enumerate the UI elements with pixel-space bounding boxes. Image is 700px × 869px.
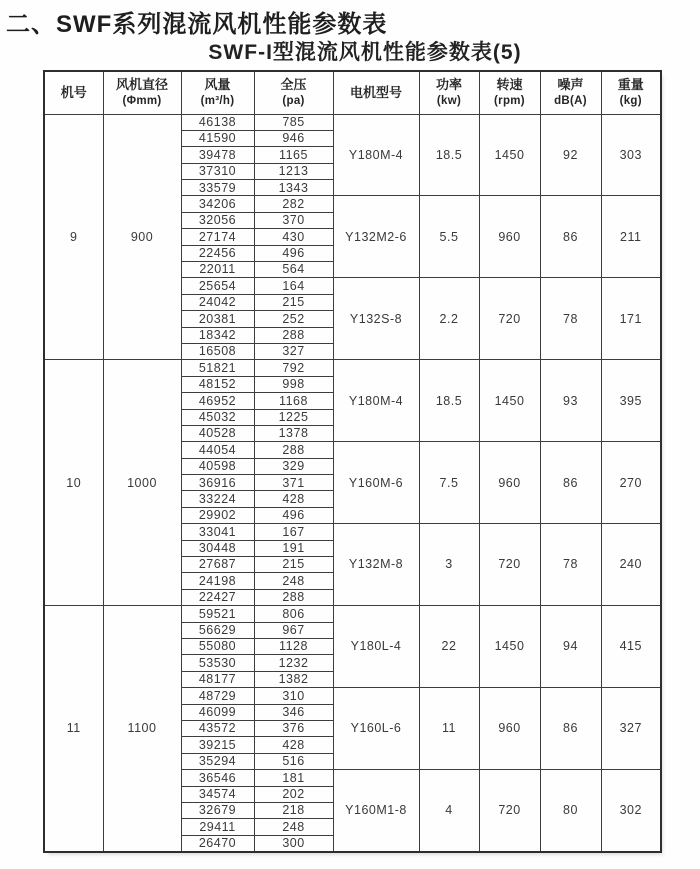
pressure-cell: 806	[254, 606, 333, 622]
speed-cell: 960	[479, 196, 540, 278]
header-speed-label: 转速	[496, 76, 523, 92]
pressure-cell: 496	[254, 507, 333, 523]
spec-row	[44, 606, 661, 622]
header-motor-model-label: 电机型号	[349, 84, 402, 100]
airflow-cell: 37310	[181, 163, 254, 179]
power-cell: 18.5	[419, 114, 479, 196]
airflow-cell: 48729	[181, 688, 254, 704]
header-speed-unit: (rpm)	[494, 95, 525, 108]
airflow-cell: 43572	[181, 720, 254, 736]
header-diameter	[103, 71, 181, 114]
pressure-cell: 496	[254, 245, 333, 261]
pressure-cell: 1232	[254, 655, 333, 671]
header-model-label: 机号	[60, 84, 87, 100]
header-airflow-label: 风量	[204, 76, 231, 92]
speed-cell: 1450	[479, 114, 540, 196]
weight-cell: 327	[601, 688, 661, 770]
noise-cell: 78	[540, 524, 601, 606]
header-pressure	[254, 71, 333, 114]
header-pressure-label: 全压	[280, 76, 307, 92]
pressure-cell: 376	[254, 720, 333, 736]
header-weight	[601, 71, 661, 114]
weight-cell: 415	[601, 606, 661, 688]
pressure-cell: 288	[254, 442, 333, 458]
header-noise-unit: dB(A)	[554, 95, 587, 108]
pressure-cell: 1382	[254, 671, 333, 687]
power-cell: 3	[419, 524, 479, 606]
motor-model-cell: Y180M-4	[333, 114, 419, 196]
airflow-cell: 24198	[181, 573, 254, 589]
pressure-cell: 430	[254, 229, 333, 245]
diameter-cell: 1000	[103, 360, 181, 606]
airflow-cell: 45032	[181, 409, 254, 425]
speed-cell: 720	[479, 278, 540, 360]
header-noise	[540, 71, 601, 114]
header-airflow	[181, 71, 254, 114]
airflow-cell: 40528	[181, 425, 254, 441]
pressure-cell: 371	[254, 475, 333, 491]
airflow-cell: 53530	[181, 655, 254, 671]
pressure-cell: 1213	[254, 163, 333, 179]
spec-row	[44, 360, 661, 376]
airflow-cell: 29411	[181, 819, 254, 835]
header-diameter-label: 风机直径	[115, 76, 168, 92]
speed-cell: 1450	[479, 360, 540, 442]
motor-model-cell: Y180L-4	[333, 606, 419, 688]
airflow-cell: 46099	[181, 704, 254, 720]
airflow-cell: 25654	[181, 278, 254, 294]
airflow-cell: 18342	[181, 327, 254, 343]
header-weight-unit: (kg)	[619, 95, 642, 108]
speed-cell: 960	[479, 442, 540, 524]
airflow-cell: 24042	[181, 294, 254, 310]
airflow-cell: 56629	[181, 622, 254, 638]
pressure-cell: 310	[254, 688, 333, 704]
airflow-cell: 32679	[181, 802, 254, 818]
header-pressure-unit: (pa)	[282, 95, 305, 108]
header-diameter-unit: (Φmm)	[122, 95, 162, 108]
noise-cell: 80	[540, 770, 601, 852]
motor-model-cell: Y180M-4	[333, 360, 419, 442]
speed-cell: 720	[479, 524, 540, 606]
noise-cell: 94	[540, 606, 601, 688]
airflow-cell: 36916	[181, 475, 254, 491]
speed-cell: 1450	[479, 606, 540, 688]
pressure-cell: 181	[254, 770, 333, 786]
airflow-cell: 36546	[181, 770, 254, 786]
airflow-cell: 16508	[181, 343, 254, 359]
pressure-cell: 300	[254, 835, 333, 851]
page-title: 二、SWF系列混流风机性能参数表	[6, 11, 388, 38]
motor-model-cell: Y160M1-8	[333, 770, 419, 852]
motor-model-cell: Y132M-8	[333, 524, 419, 606]
noise-cell: 78	[540, 278, 601, 360]
pressure-cell: 346	[254, 704, 333, 720]
pressure-cell: 967	[254, 622, 333, 638]
pressure-cell: 564	[254, 262, 333, 278]
motor-model-cell: Y132M2-6	[333, 196, 419, 278]
pressure-cell: 252	[254, 311, 333, 327]
airflow-cell: 29902	[181, 507, 254, 523]
airflow-cell: 34574	[181, 786, 254, 802]
power-cell: 7.5	[419, 442, 479, 524]
header-model	[44, 71, 103, 114]
airflow-cell: 48177	[181, 671, 254, 687]
pressure-cell: 1378	[254, 425, 333, 441]
pressure-cell: 785	[254, 114, 333, 130]
airflow-cell: 55080	[181, 639, 254, 655]
pressure-cell: 370	[254, 212, 333, 228]
airflow-cell: 40598	[181, 458, 254, 474]
motor-model-cell: Y132S-8	[333, 278, 419, 360]
model-cell: 10	[44, 360, 103, 606]
weight-cell: 240	[601, 524, 661, 606]
airflow-cell: 39478	[181, 147, 254, 163]
airflow-cell: 34206	[181, 196, 254, 212]
airflow-cell: 22011	[181, 262, 254, 278]
weight-cell: 211	[601, 196, 661, 278]
diameter-cell: 1100	[103, 606, 181, 852]
pressure-cell: 1165	[254, 147, 333, 163]
weight-cell: 303	[601, 114, 661, 196]
pressure-cell: 164	[254, 278, 333, 294]
motor-model-cell: Y160L-6	[333, 688, 419, 770]
airflow-cell: 22427	[181, 589, 254, 605]
pressure-cell: 1225	[254, 409, 333, 425]
header-speed	[479, 71, 540, 114]
pressure-cell: 1343	[254, 180, 333, 196]
weight-cell: 395	[601, 360, 661, 442]
airflow-cell: 33224	[181, 491, 254, 507]
power-cell: 18.5	[419, 360, 479, 442]
pressure-cell: 167	[254, 524, 333, 540]
pressure-cell: 202	[254, 786, 333, 802]
header-power	[419, 71, 479, 114]
airflow-cell: 48152	[181, 376, 254, 392]
model-cell: 9	[44, 114, 103, 360]
header-power-unit: (kw)	[436, 95, 462, 108]
airflow-cell: 59521	[181, 606, 254, 622]
pressure-cell: 191	[254, 540, 333, 556]
header-motor-model	[333, 71, 419, 114]
pressure-cell: 946	[254, 130, 333, 146]
pressure-cell: 792	[254, 360, 333, 376]
airflow-cell: 33579	[181, 180, 254, 196]
speed-cell: 960	[479, 688, 540, 770]
pressure-cell: 327	[254, 343, 333, 359]
spec-row	[44, 114, 661, 130]
weight-cell: 171	[601, 278, 661, 360]
header-noise-label: 噪声	[557, 76, 584, 92]
weight-cell: 302	[601, 770, 661, 852]
pressure-cell: 248	[254, 819, 333, 835]
airflow-cell: 35294	[181, 753, 254, 769]
airflow-cell: 46952	[181, 393, 254, 409]
noise-cell: 86	[540, 688, 601, 770]
pressure-cell: 215	[254, 557, 333, 573]
speed-cell: 720	[479, 770, 540, 852]
airflow-cell: 26470	[181, 835, 254, 851]
power-cell: 11	[419, 688, 479, 770]
airflow-cell: 27687	[181, 557, 254, 573]
pressure-cell: 1168	[254, 393, 333, 409]
airflow-cell: 27174	[181, 229, 254, 245]
power-cell: 4	[419, 770, 479, 852]
airflow-cell: 20381	[181, 311, 254, 327]
noise-cell: 86	[540, 442, 601, 524]
power-cell: 22	[419, 606, 479, 688]
pressure-cell: 1128	[254, 639, 333, 655]
noise-cell: 92	[540, 114, 601, 196]
table-header-row	[44, 71, 661, 114]
airflow-cell: 51821	[181, 360, 254, 376]
airflow-cell: 39215	[181, 737, 254, 753]
noise-cell: 86	[540, 196, 601, 278]
power-cell: 2.2	[419, 278, 479, 360]
header-airflow-unit: (m³/h)	[200, 95, 235, 108]
model-cell: 11	[44, 606, 103, 852]
pressure-cell: 428	[254, 737, 333, 753]
diameter-cell: 900	[103, 114, 181, 360]
motor-model-cell: Y160M-6	[333, 442, 419, 524]
pressure-cell: 288	[254, 589, 333, 605]
airflow-cell: 22456	[181, 245, 254, 261]
airflow-cell: 32056	[181, 212, 254, 228]
pressure-cell: 218	[254, 802, 333, 818]
airflow-cell: 33041	[181, 524, 254, 540]
airflow-cell: 46138	[181, 114, 254, 130]
power-cell: 5.5	[419, 196, 479, 278]
weight-cell: 270	[601, 442, 661, 524]
airflow-cell: 30448	[181, 540, 254, 556]
airflow-cell: 41590	[181, 130, 254, 146]
spec-table-body	[44, 114, 661, 852]
pressure-cell: 998	[254, 376, 333, 392]
pressure-cell: 282	[254, 196, 333, 212]
pressure-cell: 516	[254, 753, 333, 769]
header-weight-label: 重量	[617, 76, 644, 92]
pressure-cell: 248	[254, 573, 333, 589]
spec-table	[43, 70, 662, 853]
pressure-cell: 428	[254, 491, 333, 507]
airflow-cell: 44054	[181, 442, 254, 458]
header-power-label: 功率	[435, 76, 462, 92]
pressure-cell: 288	[254, 327, 333, 343]
pressure-cell: 215	[254, 294, 333, 310]
noise-cell: 93	[540, 360, 601, 442]
pressure-cell: 329	[254, 458, 333, 474]
table-subtitle: SWF-I型混流风机性能参数表(5)	[208, 41, 522, 64]
